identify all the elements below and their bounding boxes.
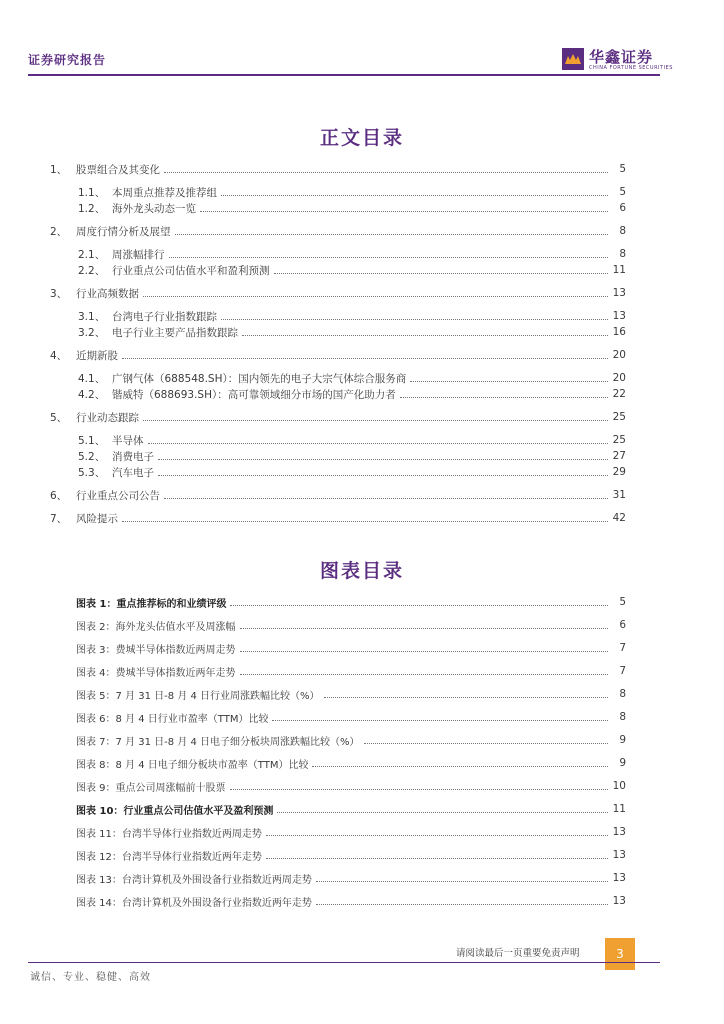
figure-entry-page: 8 bbox=[619, 711, 626, 723]
figure-entry[interactable] bbox=[76, 640, 626, 656]
figure-entry[interactable] bbox=[76, 870, 626, 886]
company-slogan: 诚信、专业、稳健、高效 bbox=[30, 972, 151, 983]
figure-entry-page: 5 bbox=[619, 596, 626, 608]
figure-entry[interactable] bbox=[76, 617, 626, 633]
toc-entry-label: 台湾电子行业指数跟踪 bbox=[112, 310, 217, 323]
toc-entry-page: 16 bbox=[612, 326, 626, 338]
figure-entry-page: 13 bbox=[612, 895, 626, 907]
dot-leader bbox=[274, 265, 609, 274]
figure-entry-label: 图表 11：台湾半导体行业指数近两周走势 bbox=[76, 828, 262, 840]
toc-entry[interactable] bbox=[78, 246, 626, 262]
toc-entry-page: 5 bbox=[619, 186, 626, 198]
figure-entry-label: 图表 3：费城半导体指数近两周走势 bbox=[76, 644, 236, 656]
toc-title: 正文目录 bbox=[319, 127, 404, 149]
dot-leader bbox=[143, 288, 608, 297]
dot-leader bbox=[200, 203, 608, 212]
dot-leader bbox=[400, 389, 608, 398]
dot-leader bbox=[158, 467, 608, 476]
toc-entry-page: 42 bbox=[612, 512, 626, 524]
toc-entry[interactable] bbox=[78, 464, 626, 480]
toc-entry-number: 2.1、 bbox=[78, 248, 106, 261]
dot-leader bbox=[143, 412, 608, 421]
figure-entry-page: 9 bbox=[619, 734, 626, 746]
figure-entry[interactable] bbox=[76, 755, 626, 771]
dot-leader bbox=[277, 804, 608, 813]
logo-name: 华鑫证券 bbox=[589, 48, 654, 66]
figure-entry-label: 图表 10：行业重点公司估值水平及盈利预测 bbox=[76, 805, 274, 817]
toc-entry-label: 近期新股 bbox=[76, 349, 118, 362]
figure-entry-label: 图表 13：台湾计算机及外围设备行业指数近两周走势 bbox=[76, 874, 312, 886]
dot-leader bbox=[164, 490, 608, 499]
toc-entry-label: 锴威特（688693.SH）：高可靠领域细分市场的国产化助力者 bbox=[112, 388, 396, 401]
toc-entry-number: 5.2、 bbox=[78, 450, 106, 463]
figure-entry-page: 13 bbox=[612, 826, 626, 838]
toc-entry-page: 31 bbox=[612, 489, 626, 501]
dot-leader bbox=[240, 643, 608, 652]
figure-entry-page: 10 bbox=[612, 780, 626, 792]
toc-entry-label: 行业动态跟踪 bbox=[76, 411, 139, 424]
figure-entry[interactable] bbox=[76, 824, 626, 840]
figure-entry-label: 图表 5：7 月 31 日-8 月 4 日行业周涨跌幅比较（%） bbox=[76, 690, 320, 702]
company-logo bbox=[562, 45, 673, 75]
toc-entry[interactable] bbox=[50, 487, 626, 503]
toc-entry-label: 行业高频数据 bbox=[76, 287, 139, 300]
figure-entry-label: 图表 1：重点推荐标的和业绩评级 bbox=[76, 598, 227, 610]
toc-entry-page: 5 bbox=[619, 163, 626, 175]
toc-entry[interactable] bbox=[50, 285, 626, 301]
figure-entry[interactable] bbox=[76, 778, 626, 794]
toc-entry-label: 行业重点公司估值水平和盈利预测 bbox=[112, 264, 270, 277]
toc-entry-number: 3、 bbox=[50, 287, 68, 300]
toc-entry-number: 4、 bbox=[50, 349, 68, 362]
report-type-label: 证券研究报告 bbox=[28, 53, 107, 67]
dot-leader bbox=[148, 435, 609, 444]
toc-entry-page: 27 bbox=[612, 450, 626, 462]
figure-entry[interactable] bbox=[76, 686, 626, 702]
figures-title: 图表目录 bbox=[319, 560, 404, 582]
figure-entry-page: 6 bbox=[619, 619, 626, 631]
dot-leader bbox=[175, 226, 609, 235]
toc-entry-number: 2.2、 bbox=[78, 264, 106, 277]
toc-entry[interactable] bbox=[78, 308, 626, 324]
toc-entry-number: 2、 bbox=[50, 225, 68, 238]
figure-entry-page: 8 bbox=[619, 688, 626, 700]
logo-mark-icon bbox=[562, 48, 584, 70]
dot-leader bbox=[240, 666, 608, 675]
toc-entry-number: 5.1、 bbox=[78, 434, 106, 447]
figure-entry[interactable] bbox=[76, 847, 626, 863]
figure-entry-page: 13 bbox=[612, 849, 626, 861]
dot-leader bbox=[364, 735, 608, 744]
figure-entry-label: 图表 14：台湾计算机及外围设备行业指数近两年走势 bbox=[76, 897, 312, 909]
figure-entry-label: 图表 8：8 月 4 日电子细分板块市盈率（TTM）比较 bbox=[76, 759, 309, 771]
toc-entry-number: 1、 bbox=[50, 163, 68, 176]
figure-entry-label: 图表 12：台湾半导体行业指数近两年走势 bbox=[76, 851, 262, 863]
disclaimer-note: 请阅读最后一页重要免责声明 bbox=[456, 948, 580, 959]
header-divider bbox=[28, 74, 660, 76]
toc-entry-number: 1.1、 bbox=[78, 186, 106, 199]
toc-entry-label: 股票组合及其变化 bbox=[76, 163, 160, 176]
toc-entry[interactable] bbox=[50, 161, 626, 177]
figure-entry-page: 11 bbox=[612, 803, 626, 815]
toc-entry-number: 6、 bbox=[50, 489, 68, 502]
toc-entry-page: 13 bbox=[612, 310, 626, 322]
toc-entry-label: 海外龙头动态一览 bbox=[112, 202, 196, 215]
toc-entry-page: 13 bbox=[612, 287, 626, 299]
dot-leader bbox=[230, 781, 608, 790]
dot-leader bbox=[324, 689, 608, 698]
dot-leader bbox=[221, 311, 608, 320]
toc-entry-page: 11 bbox=[612, 264, 626, 276]
toc-entry[interactable] bbox=[78, 324, 626, 340]
toc-entry[interactable] bbox=[78, 448, 626, 464]
dot-leader bbox=[272, 712, 608, 721]
dot-leader bbox=[221, 187, 608, 196]
toc-entry-page: 20 bbox=[612, 372, 626, 384]
figure-entry[interactable] bbox=[76, 709, 626, 725]
toc-entry-label: 消费电子 bbox=[112, 450, 154, 463]
toc-entry-number: 4.2、 bbox=[78, 388, 106, 401]
toc-entry[interactable] bbox=[78, 370, 626, 386]
dot-leader bbox=[242, 327, 608, 336]
toc-entry-label: 周涨幅排行 bbox=[112, 248, 165, 261]
toc-entry-number: 5.3、 bbox=[78, 466, 106, 479]
toc-entry[interactable] bbox=[50, 347, 626, 363]
dot-leader bbox=[158, 451, 608, 460]
toc-entry[interactable] bbox=[78, 262, 626, 278]
toc-entry-label: 汽车电子 bbox=[112, 466, 154, 479]
toc-entry-number: 4.1、 bbox=[78, 372, 106, 385]
dot-leader bbox=[230, 597, 608, 606]
toc-entry-number: 5、 bbox=[50, 411, 68, 424]
dot-leader bbox=[316, 873, 608, 882]
dot-leader bbox=[240, 620, 608, 629]
dot-leader bbox=[122, 350, 608, 359]
page-number-badge: 3 bbox=[605, 938, 635, 970]
figure-entry-label: 图表 7：7 月 31 日-8 月 4 日电子细分板块周涨跌幅比较（%） bbox=[76, 736, 360, 748]
dot-leader bbox=[164, 164, 608, 173]
toc-entry-number: 3.2、 bbox=[78, 326, 106, 339]
toc-entry[interactable] bbox=[78, 386, 626, 402]
toc-entry[interactable] bbox=[50, 223, 626, 239]
figure-entry-label: 图表 4：费城半导体指数近两年走势 bbox=[76, 667, 236, 679]
figure-entry[interactable] bbox=[76, 663, 626, 679]
footer-divider bbox=[28, 962, 660, 963]
toc-entry-page: 25 bbox=[612, 434, 626, 446]
toc-entry-label: 周度行情分析及展望 bbox=[76, 225, 171, 238]
dot-leader bbox=[122, 513, 608, 522]
figure-entry[interactable] bbox=[76, 594, 626, 610]
toc-entry-number: 1.2、 bbox=[78, 202, 106, 215]
toc-entry-number: 3.1、 bbox=[78, 310, 106, 323]
dot-leader bbox=[169, 249, 609, 258]
figure-entry-label: 图表 6：8 月 4 日行业市盈率（TTM）比较 bbox=[76, 713, 269, 725]
figure-entry[interactable] bbox=[76, 801, 626, 817]
toc-entry[interactable] bbox=[78, 432, 626, 448]
figure-entry-page: 13 bbox=[612, 872, 626, 884]
toc-entry-page: 20 bbox=[612, 349, 626, 361]
figure-entry[interactable] bbox=[76, 732, 626, 748]
figure-entry-label: 图表 2：海外龙头估值水平及周涨幅 bbox=[76, 621, 236, 633]
toc-entry-number: 7、 bbox=[50, 512, 68, 525]
toc-entry-page: 8 bbox=[619, 248, 626, 260]
toc-entry-label: 广钢气体（688548.SH）：国内领先的电子大宗气体综合服务商 bbox=[112, 372, 407, 385]
dot-leader bbox=[266, 827, 608, 836]
dot-leader bbox=[316, 896, 608, 905]
logo-subtitle: CHINA FORTUNE SECURITIES bbox=[589, 65, 673, 71]
toc-entry[interactable] bbox=[50, 510, 626, 526]
toc-entry-page: 25 bbox=[612, 411, 626, 423]
figure-entry-page: 9 bbox=[619, 757, 626, 769]
toc-entry-label: 电子行业主要产品指数跟踪 bbox=[112, 326, 238, 339]
toc-entry[interactable] bbox=[50, 409, 626, 425]
toc-entry-page: 8 bbox=[619, 225, 626, 237]
toc-entry[interactable] bbox=[78, 200, 626, 216]
toc-entry-label: 行业重点公司公告 bbox=[76, 489, 160, 502]
dot-leader bbox=[410, 373, 608, 382]
toc-entry[interactable] bbox=[78, 184, 626, 200]
toc-entry-label: 半导体 bbox=[112, 434, 144, 447]
toc-entry-label: 风险提示 bbox=[76, 512, 118, 525]
figure-entry-page: 7 bbox=[619, 642, 626, 654]
figure-entry[interactable] bbox=[76, 893, 626, 909]
toc-entry-page: 6 bbox=[619, 202, 626, 214]
figure-entry-page: 7 bbox=[619, 665, 626, 677]
toc-entry-label: 本周重点推荐及推荐组 bbox=[112, 186, 217, 199]
figure-entry-label: 图表 9：重点公司周涨幅前十股票 bbox=[76, 782, 226, 794]
dot-leader bbox=[266, 850, 608, 859]
dot-leader bbox=[312, 758, 608, 767]
toc-entry-page: 29 bbox=[612, 466, 626, 478]
toc-entry-page: 22 bbox=[612, 388, 626, 400]
